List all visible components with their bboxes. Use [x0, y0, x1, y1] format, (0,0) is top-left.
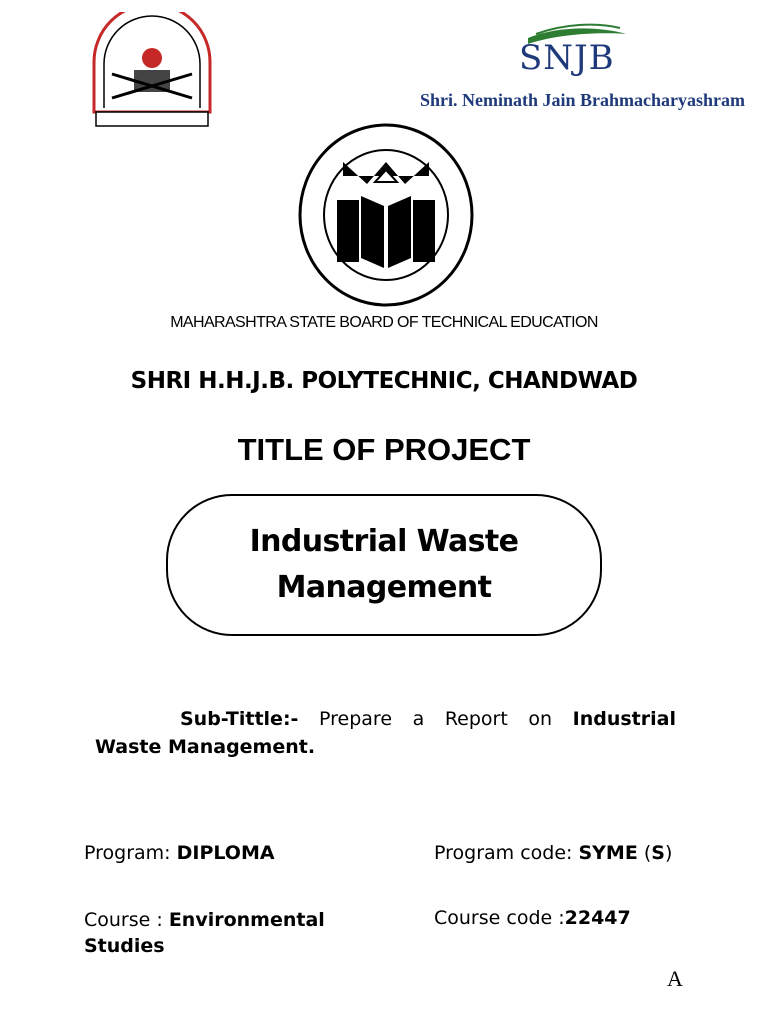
course-label: Course : — [84, 909, 169, 931]
program-field — [84, 842, 275, 864]
subtitle-label: Sub-Tittle:- — [180, 708, 299, 730]
subtitle-word: Report — [444, 708, 508, 730]
project-title-box — [166, 494, 602, 636]
course-code-field — [434, 907, 631, 929]
course-field — [84, 907, 325, 959]
snjb-full-name: Shri. Neminath Jain Brahmacharyashram — [420, 90, 746, 110]
program-code-value: SYME — [578, 842, 638, 864]
program-code-paren-open: ( — [637, 842, 652, 864]
college-name: SHRI H.H.J.B. POLYTECHNIC, CHANDWAD — [130, 368, 638, 394]
subtitle-word: Prepare — [319, 708, 393, 730]
institution-emblem-icon — [82, 12, 222, 130]
snjb-brand-text: SNJB — [519, 38, 615, 78]
project-heading: TITLE OF PROJECT — [237, 432, 531, 467]
subtitle-line — [180, 708, 676, 730]
subtitle-bold-word: Industrial — [572, 708, 676, 730]
subtitle-line2-text: Waste Management. — [95, 736, 316, 758]
program-value: DIPLOMA — [176, 842, 275, 864]
program-code-section: S — [651, 842, 665, 864]
program-code-paren-close: ) — [664, 842, 673, 864]
board-name: MAHARASHTRA STATE BOARD OF TECHNICAL EDUCATION — [170, 314, 598, 331]
msbte-seal-icon — [297, 122, 475, 308]
course-value-line1: Environmental — [168, 909, 325, 931]
program-code-label: Program code: — [434, 842, 579, 864]
page-letter: A — [667, 966, 683, 991]
program-code-field — [434, 842, 672, 864]
subtitle-continuation — [95, 736, 315, 758]
project-title: Industrial Waste Management — [249, 524, 519, 605]
course-code-label: Course code : — [434, 907, 565, 929]
course-code-value: 22447 — [564, 907, 631, 929]
course-value-line2: Studies — [84, 935, 165, 957]
subtitle-word: a — [412, 708, 425, 730]
program-label: Program: — [84, 842, 177, 864]
subtitle-word: on — [528, 708, 553, 730]
